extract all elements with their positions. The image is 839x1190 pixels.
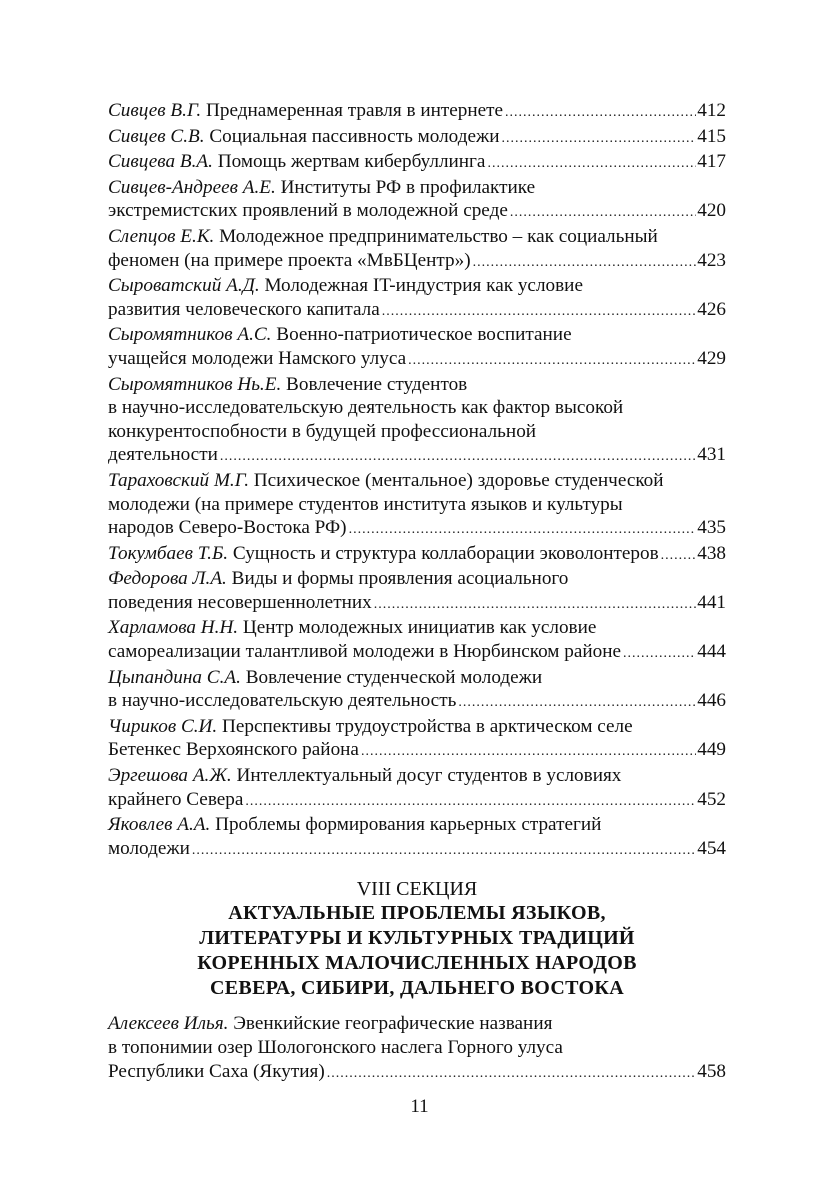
toc-entry-line bbox=[108, 249, 726, 275]
toc-entry bbox=[108, 469, 726, 542]
entry-title: Психическое (ментальное) здоровье студенческой bbox=[253, 469, 664, 491]
entry-title: Эвенкийские географические названия bbox=[233, 1013, 553, 1035]
toc-entry bbox=[108, 715, 726, 764]
toc-entry bbox=[108, 567, 726, 616]
entry-author: Сивцев С.В. bbox=[108, 125, 205, 147]
entry-author: Токумбаев Т.Б. bbox=[108, 542, 229, 564]
entry-title: деятельности bbox=[108, 444, 218, 466]
leader-dots bbox=[623, 642, 696, 666]
toc-entry bbox=[108, 150, 726, 176]
entry-title: Военно-патриотическое воспитание bbox=[276, 324, 572, 346]
toc-entry bbox=[108, 274, 726, 323]
entry-page-number: 446 bbox=[697, 690, 726, 712]
leader-dots bbox=[510, 201, 696, 225]
toc-entry bbox=[108, 1012, 726, 1085]
entry-page-number: 454 bbox=[697, 837, 726, 859]
entry-title: Республики Саха (Якутия) bbox=[108, 1060, 325, 1082]
toc-entry-line bbox=[108, 373, 726, 397]
entry-title: Социальная пассивность молодежи bbox=[209, 125, 500, 147]
toc-list bbox=[108, 99, 726, 862]
entry-author: Слепцов Е.К. bbox=[108, 225, 215, 247]
leader-dots bbox=[327, 1062, 696, 1086]
toc-entry-line bbox=[108, 813, 726, 837]
entry-title: Преднамеренная травля в интернете bbox=[206, 100, 504, 121]
toc-entry bbox=[108, 176, 726, 225]
toc-entry-line bbox=[108, 738, 726, 764]
toc-entry bbox=[108, 813, 726, 862]
entry-author: Цыпандина С.А. bbox=[108, 666, 241, 688]
toc-entry-line bbox=[108, 1036, 726, 1060]
entry-title: в топонимии озер Шологонского наслега Горного улуса bbox=[108, 1037, 563, 1058]
entry-page-number: 449 bbox=[697, 739, 726, 761]
entry-title: поведения несовершеннолетних bbox=[108, 591, 372, 613]
toc-entry bbox=[108, 616, 726, 665]
toc-entry-line bbox=[108, 274, 726, 298]
entry-page-number: 429 bbox=[697, 347, 726, 369]
entry-page-number: 441 bbox=[697, 591, 726, 613]
section-number: VIII СЕКЦИЯ bbox=[356, 878, 478, 901]
entry-title: развития человеческого капитала bbox=[108, 298, 380, 320]
entry-title: народов Северо-Востока РФ) bbox=[108, 517, 347, 539]
entry-author: Чириков С.И. bbox=[108, 715, 218, 737]
toc-entry-line bbox=[108, 788, 726, 814]
entry-author: Яковлев А.А. bbox=[108, 814, 211, 836]
entry-title: молодежи bbox=[108, 837, 190, 859]
leader-dots bbox=[349, 518, 697, 542]
toc-entry-line bbox=[108, 420, 726, 444]
entry-title: в научно-исследовательскую деятельность как фактор высокой bbox=[108, 397, 624, 419]
toc-entry-line bbox=[108, 443, 726, 469]
toc-entry bbox=[108, 323, 726, 372]
leader-dots bbox=[245, 790, 696, 814]
toc-entry-line bbox=[108, 715, 726, 739]
entry-title: Центр молодежных инициатив как условие bbox=[242, 617, 597, 639]
toc-entry-line bbox=[108, 616, 726, 640]
section-title bbox=[108, 901, 726, 1001]
entry-author: Эргешова А.Ж. bbox=[108, 765, 232, 787]
section-title-line: КОРЕННЫХ МАЛОЧИСЛЕННЫХ НАРОДОВ bbox=[197, 952, 637, 975]
entry-title: молодежи (на примере студентов института языков и культуры bbox=[108, 493, 623, 515]
toc-entry-line bbox=[108, 298, 726, 324]
toc-entry-line bbox=[108, 150, 726, 176]
toc-entry-line bbox=[108, 567, 726, 591]
entry-page-number: 420 bbox=[697, 200, 726, 222]
entry-page-number: 458 bbox=[697, 1060, 726, 1082]
leader-dots bbox=[382, 300, 696, 324]
entry-page-number: 415 bbox=[697, 125, 726, 147]
entry-title: Молодежная IT-индустрия как условие bbox=[264, 275, 583, 297]
toc-entry bbox=[108, 99, 726, 125]
entry-author: Сыроватский А.Д. bbox=[108, 275, 260, 297]
entry-author: Сивцева В.А. bbox=[108, 151, 213, 173]
toc-entry-line bbox=[108, 323, 726, 347]
entry-title: Бетенкес Верхоянского района bbox=[108, 739, 359, 761]
toc-entry-line bbox=[108, 689, 726, 715]
section-heading bbox=[108, 877, 726, 1001]
entry-page-number: 438 bbox=[697, 542, 726, 564]
entry-title: конкурентоспобности в будущей профессиональной bbox=[108, 420, 537, 442]
toc-entry-line bbox=[108, 516, 726, 542]
leader-dots bbox=[220, 445, 696, 469]
entry-title: экстремистских проявлений в молодежной среде bbox=[108, 200, 508, 222]
entry-author: Сыромятников А.С. bbox=[108, 324, 272, 346]
leader-dots bbox=[473, 251, 697, 275]
entry-title: Перспективы трудоустройства в арктическом селе bbox=[222, 715, 633, 737]
entry-page-number: 431 bbox=[697, 444, 726, 466]
entry-title: Виды и формы проявления асоциального bbox=[231, 568, 569, 590]
entry-page-number: 452 bbox=[697, 788, 726, 810]
toc-entry-line bbox=[108, 640, 726, 666]
leader-dots bbox=[361, 740, 696, 764]
toc-entry-line bbox=[108, 347, 726, 373]
entry-title: Вовлечение студентов bbox=[286, 373, 468, 395]
entry-title: Молодежное предпринимательство – как социальный bbox=[219, 225, 658, 247]
toc-entry-line bbox=[108, 176, 726, 200]
toc-entry-line bbox=[108, 764, 726, 788]
leader-dots bbox=[487, 152, 696, 176]
entry-page-number: 423 bbox=[697, 249, 726, 271]
entry-title: крайнего Севера bbox=[108, 788, 244, 810]
toc-entry-line bbox=[108, 99, 726, 125]
leader-dots bbox=[502, 127, 697, 151]
entry-title: Интеллектуальный досуг студентов в условиях bbox=[236, 765, 622, 787]
leader-dots bbox=[374, 593, 697, 617]
toc-entry-line bbox=[108, 591, 726, 617]
entry-page-number: 412 bbox=[697, 100, 726, 121]
entry-title: Сущность и структура коллаборации эковолонтеров bbox=[232, 542, 659, 564]
entry-title: учащейся молодежи Намского улуса bbox=[108, 347, 407, 369]
toc-entry-line bbox=[108, 837, 726, 863]
toc-entry bbox=[108, 764, 726, 813]
entry-title: Институты РФ в профилактике bbox=[280, 176, 536, 198]
toc-entry bbox=[108, 225, 726, 274]
toc-entry-line bbox=[108, 493, 726, 517]
entry-page-number: 417 bbox=[697, 151, 726, 173]
leader-dots bbox=[408, 349, 696, 373]
toc-entry-line bbox=[108, 666, 726, 690]
entry-author: Сыромятников Нь.Е. bbox=[108, 373, 282, 395]
entry-page-number: 444 bbox=[697, 641, 726, 663]
leader-dots bbox=[505, 101, 696, 125]
toc-entry-line bbox=[108, 396, 726, 420]
entry-title: Помощь жертвам кибербуллинга bbox=[217, 151, 486, 173]
page-number: 11 bbox=[410, 1096, 429, 1117]
toc-entry bbox=[108, 666, 726, 715]
toc-entry bbox=[108, 542, 726, 568]
toc-entry-line bbox=[108, 469, 726, 493]
toc-entry bbox=[108, 373, 726, 469]
toc-entry-line bbox=[108, 225, 726, 249]
toc-entry-line bbox=[108, 1012, 726, 1036]
section-title-line: СЕВЕРА, СИБИРИ, ДАЛЬНЕГО ВОСТОКА bbox=[210, 977, 624, 1000]
toc-entry-line bbox=[108, 199, 726, 225]
toc-entry-line bbox=[108, 125, 726, 151]
entry-author: Федорова Л.А. bbox=[108, 568, 227, 590]
entry-author: Тараховский М.Г. bbox=[108, 469, 249, 491]
entry-title: Вовлечение студенческой молодежи bbox=[245, 666, 543, 688]
toc-page bbox=[108, 99, 726, 1085]
section-title-line: ЛИТЕРАТУРЫ И КУЛЬТУРНЫХ ТРАДИЦИЙ bbox=[199, 927, 635, 950]
section-toc-list bbox=[108, 1012, 726, 1085]
entry-page-number: 426 bbox=[697, 298, 726, 320]
entry-title: самореализации талантливой молодежи в Нюрбинском районе bbox=[108, 641, 622, 663]
toc-entry-line bbox=[108, 1060, 726, 1086]
entry-author: Алексеев Илья. bbox=[108, 1013, 229, 1035]
entry-title: Проблемы формирования карьерных стратегий bbox=[215, 814, 602, 836]
section-title-line: АКТУАЛЬНЫЕ ПРОБЛЕМЫ ЯЗЫКОВ, bbox=[228, 902, 606, 925]
leader-dots bbox=[661, 544, 697, 568]
leader-dots bbox=[192, 839, 696, 863]
entry-title: феномен (на примере проекта «МвБЦентр») bbox=[108, 249, 471, 271]
entry-title: в научно-исследовательскую деятельность bbox=[108, 690, 457, 712]
entry-page-number: 435 bbox=[697, 517, 726, 539]
toc-entry-line bbox=[108, 542, 726, 568]
leader-dots bbox=[458, 691, 696, 715]
entry-author: Сивцев В.Г. bbox=[108, 100, 202, 121]
entry-author: Сивцев-Андреев А.Е. bbox=[108, 176, 276, 198]
entry-author: Харламова Н.Н. bbox=[108, 617, 239, 639]
toc-entry bbox=[108, 125, 726, 151]
